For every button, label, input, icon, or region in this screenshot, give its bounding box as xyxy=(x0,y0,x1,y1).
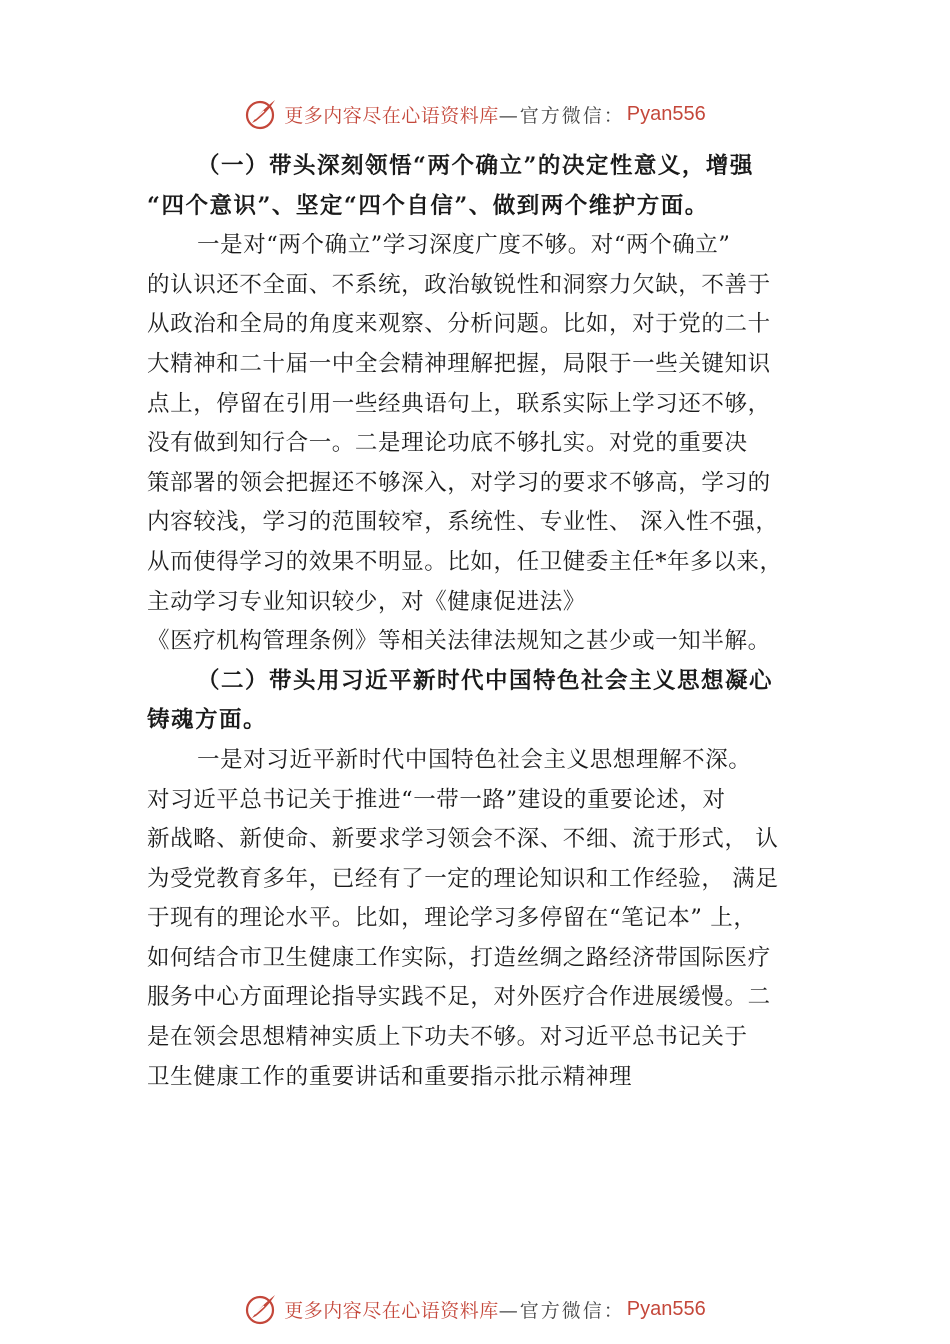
banner-wechat-text: —官方微信： xyxy=(498,1299,625,1322)
banner-wechat-id: Pyan556 xyxy=(626,102,706,125)
paragraph-line: 一是对习近平新时代中国特色社会主义思想理解不深。 xyxy=(197,746,752,773)
quill-logo-icon xyxy=(244,1292,278,1326)
document-body xyxy=(147,147,837,1097)
paragraph-line: 大精神和二十届一中全会精神理解把握，局限于一些关键知识 xyxy=(147,350,771,377)
section-heading-line: （一）带头深刻领悟“两个确立”的决定性意义，增强 xyxy=(197,153,754,179)
paragraph-line: 对习近平总书记关于推进“一带一路”建设的重要论述，对 xyxy=(147,786,726,813)
paragraph-line: 卫生健康工作的重要讲话和重要指示批示精神理 xyxy=(147,1063,633,1090)
quill-logo-icon xyxy=(244,97,278,131)
paragraph-line: 没有做到知行合一。二是理论功底不够扎实。对党的重要决 xyxy=(147,430,748,457)
paragraph-line: 策部署的领会把握还不够深入，对学习的要求不够高，学习的 xyxy=(147,469,771,496)
paragraph-line: 从政治和全局的角度来观察、分析问题。比如，对于党的二十 xyxy=(147,311,771,338)
paragraph-line: 服务中心方面理论指导实践不足，对外医疗合作进展缓慢。二 xyxy=(147,984,771,1011)
banner-library-text: 更多内容尽在心语资料库 xyxy=(284,1299,499,1322)
section-heading-line: “四个意识”、坚定“四个自信”、做到两个维护方面。 xyxy=(147,192,709,219)
document-section xyxy=(147,226,837,662)
document-section xyxy=(147,741,837,1097)
paragraph-line: 主动学习专业知识较少，对《健康促进法》 xyxy=(147,588,586,615)
section-heading-line: （二）带头用习近平新时代中国特色社会主义思想凝心 xyxy=(197,667,774,694)
paragraph-line: 为受党教育多年，已经有了一定的理论知识和工作经验， 满足 xyxy=(147,865,779,892)
paragraph-line: 点上，停留在引用一些经典语句上，联系实际上学习还不够， xyxy=(147,390,771,417)
document-section xyxy=(147,147,837,226)
paragraph-line: 新战略、新使命、新要求学习领会不深、不细、流于形式， 认 xyxy=(147,826,779,853)
section-heading-line: 铸魂方面。 xyxy=(147,707,268,734)
paragraph-line: 一是对“两个确立”学习深度广度不够。对“两个确立” xyxy=(197,232,731,259)
paragraph-line: 如何结合市卫生健康工作实际，打造丝绸之路经济带国际医疗 xyxy=(147,944,771,971)
header-watermark-banner xyxy=(0,94,950,134)
paragraph-line: 于现有的理论水平。比如，理论学习多停留在“笔记本” 上， xyxy=(147,905,757,932)
banner-wechat-text: —官方微信： xyxy=(498,104,625,127)
paragraph-line: 的认识还不全面、不系统，政治敏锐性和洞察力欠缺，不善于 xyxy=(147,271,771,298)
banner-library-text: 更多内容尽在心语资料库 xyxy=(284,104,499,127)
footer-watermark-banner xyxy=(0,1289,950,1329)
document-section xyxy=(147,662,837,741)
paragraph-line: 是在领会思想精神实质上下功夫不够。对习近平总书记关于 xyxy=(147,1024,748,1051)
paragraph-line: 内容较浅，学习的范围较窄，系统性、专业性、 深入性不强， xyxy=(147,509,779,536)
banner-wechat-id: Pyan556 xyxy=(626,1297,706,1320)
paragraph-line: 从而使得学习的效果不明显。比如，任卫健委主任*年多以来， xyxy=(147,548,783,575)
paragraph-line: 《医疗机构管理条例》等相关法律法规知之甚少或一知半解。 xyxy=(147,628,771,655)
